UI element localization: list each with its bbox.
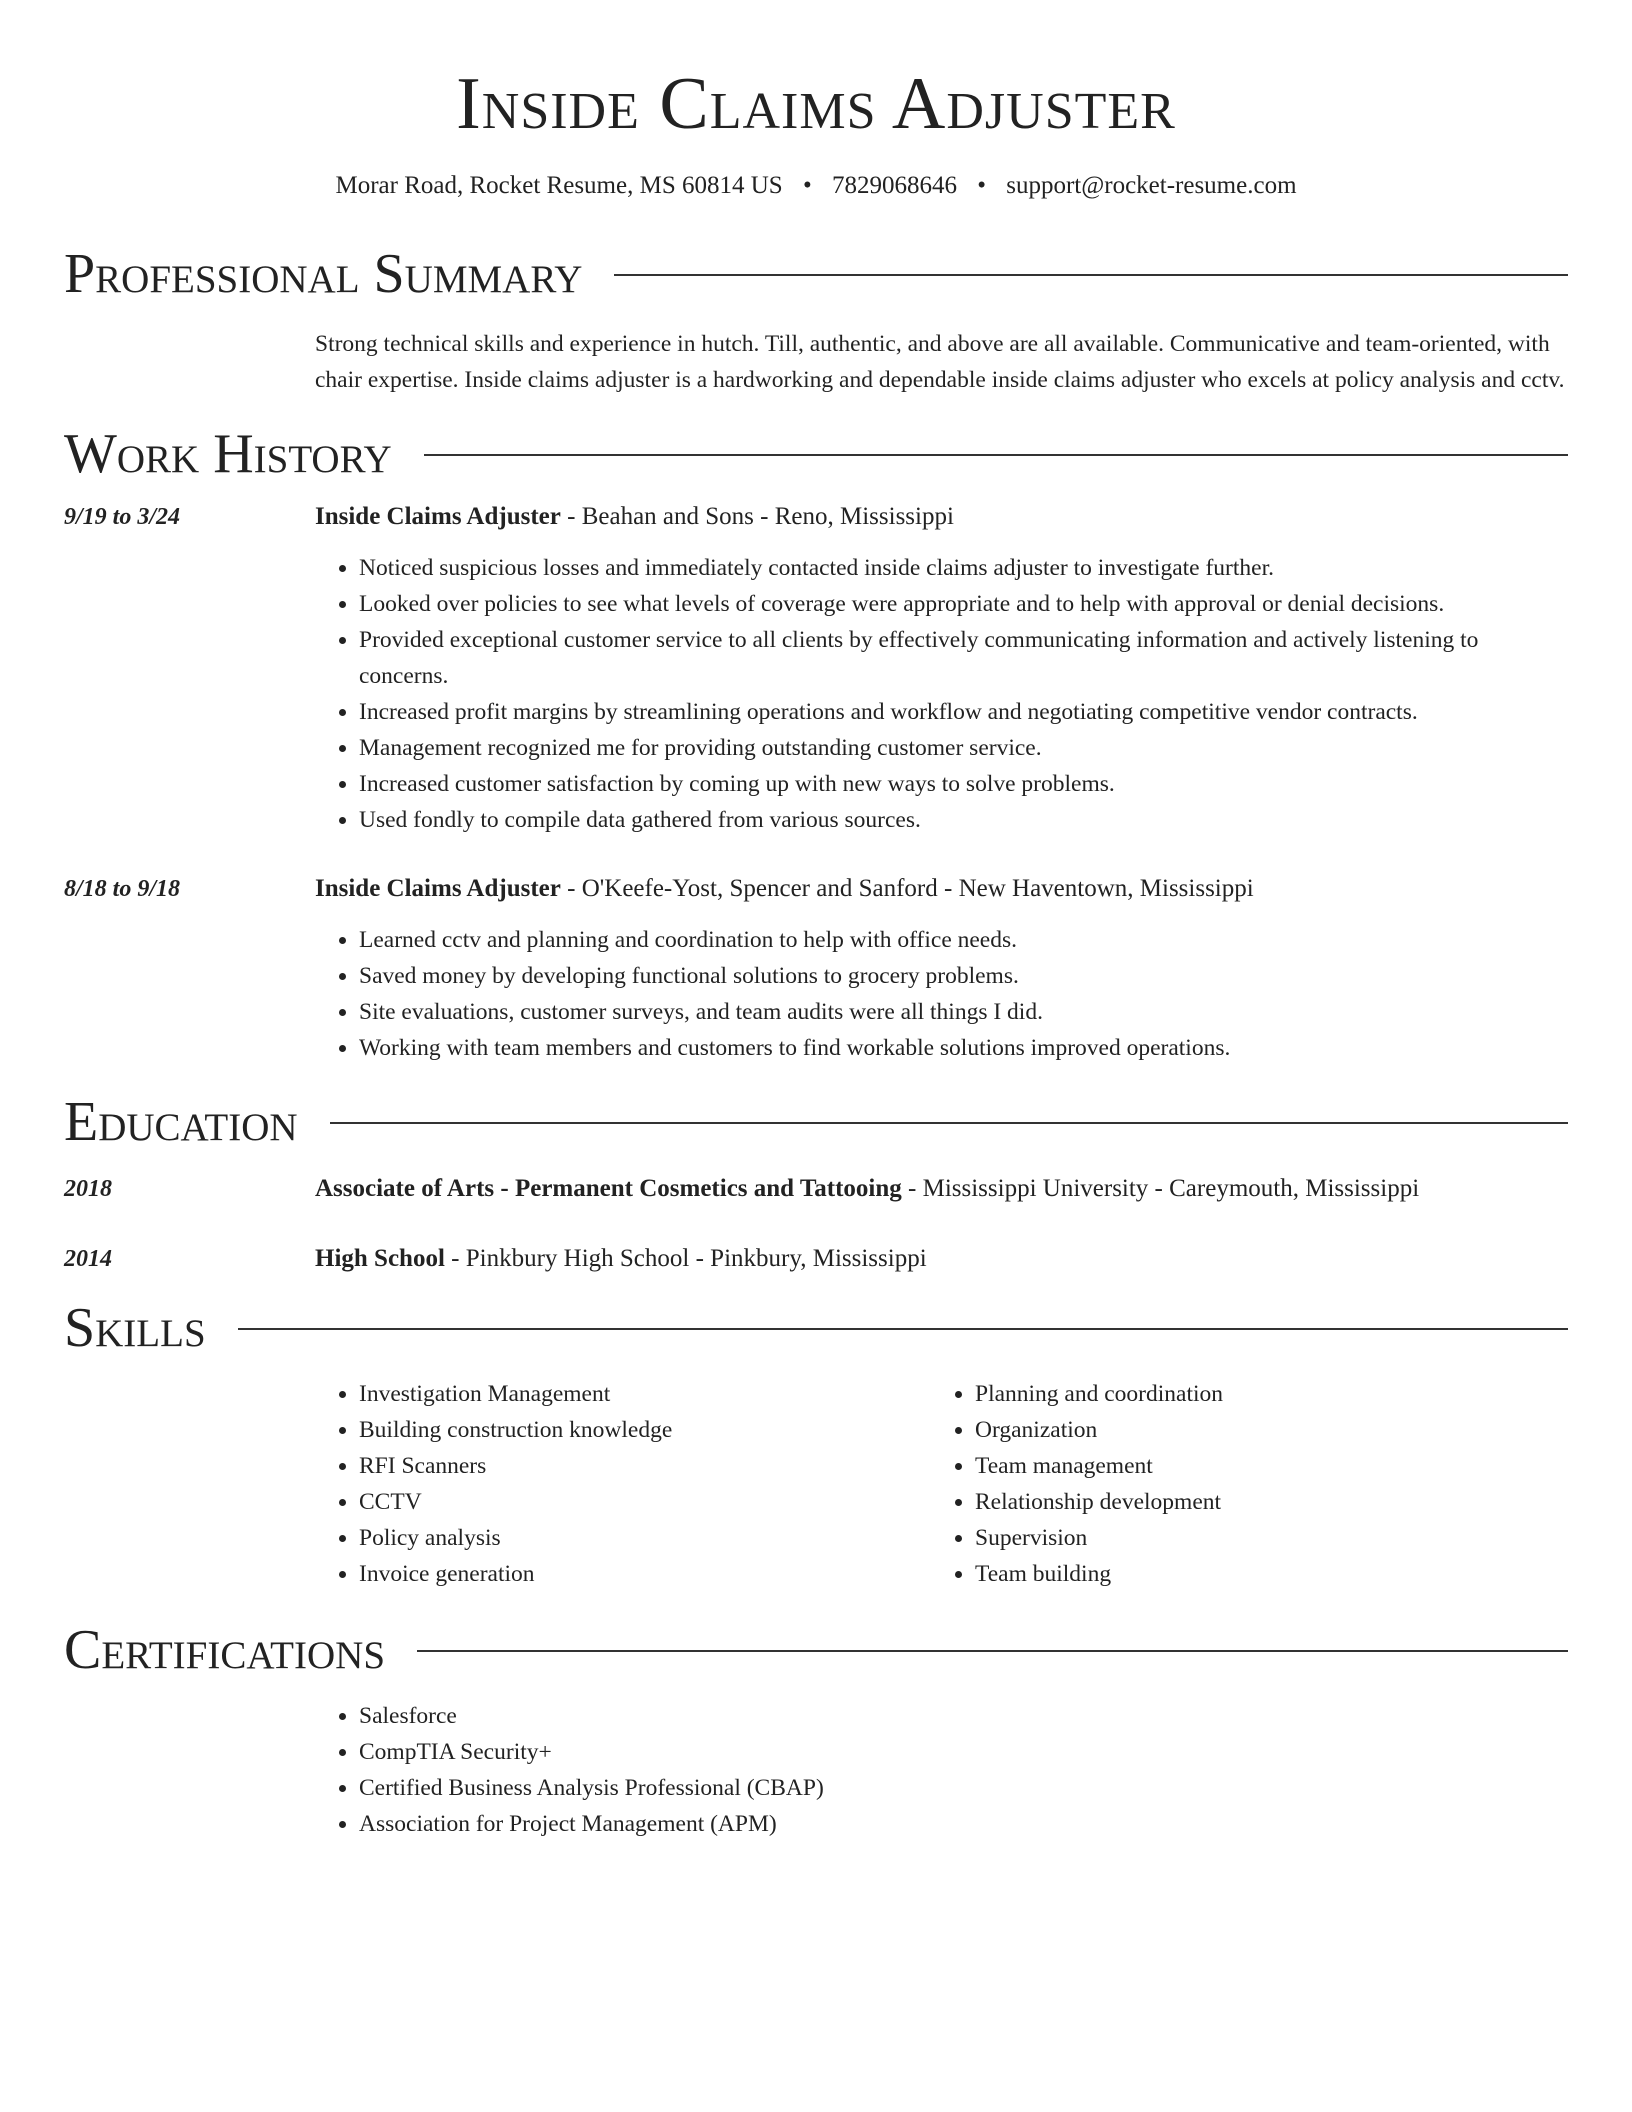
- section-divider: [330, 1122, 1568, 1124]
- skill-item: • Relationship development: [975, 1484, 1547, 1520]
- education-line: [315, 1172, 1568, 1206]
- job-bullet: • Provided exceptional customer service to all clients by effectively communicating information and actively listening to concerns.: [359, 622, 1568, 694]
- skill-item: • Building construction knowledge: [359, 1412, 931, 1448]
- job-role: Inside Claims Adjuster: [315, 875, 561, 902]
- job-bullet-list: [315, 922, 1568, 1066]
- job-bullet: • Working with team members and customers to find workable solutions improved operations.: [359, 1030, 1568, 1066]
- section-divider: [614, 274, 1568, 276]
- skill-item: • Investigation Management: [359, 1376, 931, 1412]
- certifications-list: [315, 1698, 1568, 1842]
- certification-item: • Salesforce: [359, 1698, 1568, 1734]
- skill-item: • Planning and coordination: [975, 1376, 1547, 1412]
- certifications-section-title: Certifications: [64, 1619, 386, 1681]
- education-line: [315, 1242, 1568, 1276]
- education-degree: Associate of Arts - Permanent Cosmetics and Tattooing: [315, 1175, 902, 1202]
- job-title-line: [315, 500, 1568, 534]
- skills-list-right: [931, 1376, 1547, 1592]
- job-dates: 9/19 to 3/24: [64, 504, 181, 530]
- contact-email: support@rocket-resume.com: [1006, 172, 1297, 199]
- job-entry: [64, 872, 1568, 1066]
- education-list: [64, 1172, 1568, 1276]
- section-divider: [417, 1650, 1568, 1652]
- skill-item: • Team building: [975, 1556, 1547, 1592]
- job-bullet: • Management recognized me for providing outstanding customer service.: [359, 730, 1568, 766]
- certifications-section-header: [64, 1620, 1568, 1680]
- section-divider: [424, 454, 1568, 456]
- summary-text: Strong technical skills and experience in hutch. Till, authentic, and above are all available. Communicative and team-oriented, with chair expertise. Inside claims adjuster is a hardworking and dependable inside claims adjuster who excels at policy analysis and cctv.: [315, 331, 1565, 393]
- skills-columns: [315, 1376, 1568, 1592]
- education-section-title: Education: [64, 1091, 298, 1153]
- job-entry: [64, 500, 1568, 838]
- certifications-block: [315, 1698, 1568, 1842]
- job-title-line: [315, 872, 1568, 906]
- education-entry: [64, 1242, 1568, 1276]
- skills-list-left: [315, 1376, 931, 1592]
- education-year: 2014: [64, 1246, 112, 1272]
- work-section-title: Work History: [64, 423, 392, 485]
- contact-address: Morar Road, Rocket Resume, MS 60814 US: [335, 172, 783, 199]
- job-bullet-list: [315, 550, 1568, 838]
- education-entry: [64, 1172, 1568, 1206]
- contact-line: [64, 170, 1568, 202]
- skill-item: • Supervision: [975, 1520, 1547, 1556]
- contact-separator: •: [802, 172, 812, 199]
- job-bullet: • Increased profit margins by streamlining operations and workflow and negotiating competitive vendor contracts.: [359, 694, 1568, 730]
- summary-section-title: Professional Summary: [64, 243, 583, 305]
- skill-item: • RFI Scanners: [359, 1448, 931, 1484]
- skill-item: • Invoice generation: [359, 1556, 931, 1592]
- job-main: [315, 500, 1568, 838]
- certification-item: • Association for Project Management (APM): [359, 1806, 1568, 1842]
- job-dates: 8/18 to 9/18: [64, 876, 181, 902]
- job-bullet: • Site evaluations, customer surveys, and team audits were all things I did.: [359, 994, 1568, 1030]
- summary-section-header: [64, 244, 1568, 304]
- job-details: - Beahan and Sons - Reno, Mississippi: [560, 503, 954, 530]
- education-year: 2018: [64, 1176, 112, 1202]
- skills-section-header: [64, 1298, 1568, 1358]
- skill-item: • Team management: [975, 1448, 1547, 1484]
- resume-name: Inside Claims Adjuster: [456, 63, 1176, 145]
- education-degree: High School: [315, 1245, 445, 1272]
- job-role: Inside Claims Adjuster: [315, 503, 561, 530]
- contact-phone: 7829068646: [831, 172, 957, 199]
- skills-section-title: Skills: [64, 1297, 206, 1359]
- contact-separator: •: [977, 172, 986, 199]
- job-details: - O'Keefe-Yost, Spencer and Sanford - New Haventown, Mississippi: [560, 875, 1254, 902]
- certification-item: • CompTIA Security+: [359, 1734, 1568, 1770]
- certification-item: • Certified Business Analysis Professional (CBAP): [359, 1770, 1568, 1806]
- job-main: [315, 872, 1568, 1066]
- education-details: - Mississippi University - Careymouth, Mississippi: [901, 1175, 1420, 1202]
- skill-item: • CCTV: [359, 1484, 931, 1520]
- skill-item: • Organization: [975, 1412, 1547, 1448]
- job-bullet: • Learned cctv and planning and coordination to help with office needs.: [359, 922, 1568, 958]
- job-bullet: • Increased customer satisfaction by coming up with new ways to solve problems.: [359, 766, 1568, 802]
- education-section-header: [64, 1092, 1568, 1152]
- section-divider: [238, 1328, 1568, 1330]
- job-bullet: • Used fondly to compile data gathered from various sources.: [359, 802, 1568, 838]
- work-section-header: [64, 424, 1568, 484]
- skill-item: • Policy analysis: [359, 1520, 931, 1556]
- job-bullet: • Saved money by developing functional solutions to grocery problems.: [359, 958, 1568, 994]
- job-bullet: • Noticed suspicious losses and immediately contacted inside claims adjuster to investigate further.: [359, 550, 1568, 586]
- education-details: - Pinkbury High School - Pinkbury, Mississippi: [444, 1245, 927, 1272]
- job-bullet: • Looked over policies to see what levels of coverage were appropriate and to help with approval or denial decisions.: [359, 586, 1568, 622]
